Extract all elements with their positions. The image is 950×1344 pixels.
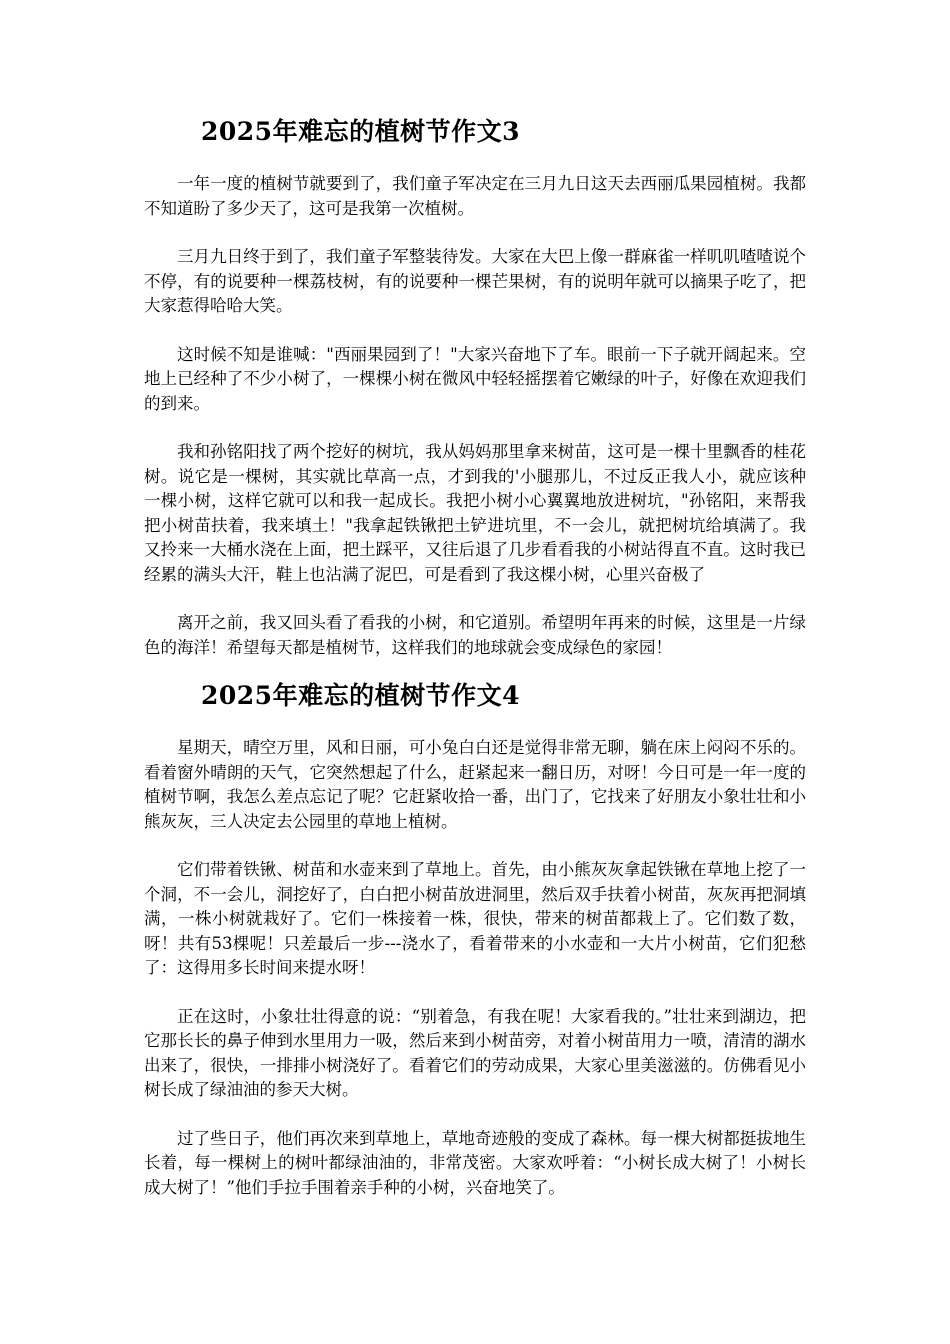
- document-body: [144, 112, 806, 1224]
- paragraph: 一年一度的植树节就要到了，我们童子军决定在三月九日这天去西丽瓜果园植树。我都不知道盼了多少天了，这可是我第一次植树。: [144, 174, 806, 218]
- article-3: [144, 112, 806, 660]
- article-title: 2025年难忘的植树节作文4: [201, 681, 520, 710]
- paragraph: 正在这时，小象壮壮得意的说：“别着急，有我在呢！大家看我的。”壮壮来到湖边，把它那长长的鼻子伸到水里用力一吸，然后来到小树苗旁，对着小树苗用力一喷，清清的湖水出来了，很快，一排排小树浇好了。看着它们的劳动成果，大家心里美滋滋的。仿佛看见小树长成了绿油油的参天大树。: [144, 1006, 806, 1099]
- paragraph: 它们带着铁锹、树苗和水壶来到了草地上。首先，由小熊灰灰拿起铁锹在草地上挖了一个洞，不一会儿，洞挖好了，白白把小树苗放进洞里，然后双手扶着小树苗，灰灰再把洞填满，一株小树就栽好了。它们一株接着一株，很快，带来的树苗都栽上了。它们数了数，呀！共有53棵呢！只差最后一步---浇水了，看着带来的小水壶和一大片小树苗，它们犯愁了：这得用多长时间来提水呀！: [144, 860, 806, 977]
- paragraph: 星期天，晴空万里，风和日丽，可小兔白白还是觉得非常无聊，躺在床上闷闷不乐的。看着窗外晴朗的天气，它突然想起了什么，赶紧起来一翻日历，对呀！今日可是一年一度的植树节啊，我怎么差点忘记了呢？它赶紧收拾一番，出门了，它找来了好朋友小象壮壮和小熊灰灰，三人决定去公园里的草地上植树。: [144, 738, 806, 831]
- paragraph: 离开之前，我又回头看了看我的小树，和它道别。希望明年再来的时候，这里是一片绿色的海洋！希望每天都是植树节，这样我们的地球就会变成绿色的家园！: [144, 613, 806, 657]
- paragraph: 我和孙铭阳找了两个挖好的树坑，我从妈妈那里拿来树苗，这可是一棵十里飘香的桂花树。说它是一棵树，其实就比草高一点，才到我的'小腿那儿，不过反正我人小，就应该种一棵小树，这样它就可以和我一起成长。我把小树小心翼翼地放进树坑，"孙铭阳，来帮我把小树苗扶着，我来填土！"我拿起铁锹把土铲进坑里，不一会儿，就把树坑给填满了。我又拎来一大桶水浇在上面，把土踩平，又往后退了几步看看我的小树站得直不直。这时我已经累的满头大汗，鞋上也沾满了泥巴，可是看到了我这棵小树，心里兴奋极了: [144, 442, 806, 584]
- paragraph: 过了些日子，他们再次来到草地上，草地奇迹般的变成了森林。每一棵大树都挺拔地生长着，每一棵树上的树叶都绿油油的，非常茂密。大家欢呼着：“小树长成大树了！小树长成大树了！”他们手拉手围着亲手种的小树，兴奋地笑了。: [144, 1128, 806, 1197]
- paragraph: 三月九日终于到了，我们童子军整装待发。大家在大巴上像一群麻雀一样叽叽喳喳说个不停，有的说要种一棵荔枝树，有的说要种一棵芒果树，有的说明年就可以摘果子吃了，把大家惹得哈哈大笑。: [144, 247, 806, 315]
- article-4: [144, 676, 806, 1200]
- article-title: 2025年难忘的植树节作文3: [201, 117, 520, 146]
- paragraph: 这时候不知是谁喊："西丽果园到了！"大家兴奋地下了车。眼前一下子就开阔起来。空地上已经种了不少小树了，一棵棵小树在微风中轻轻摇摆着它嫩绿的叶子，好像在欢迎我们的到来。: [144, 344, 806, 413]
